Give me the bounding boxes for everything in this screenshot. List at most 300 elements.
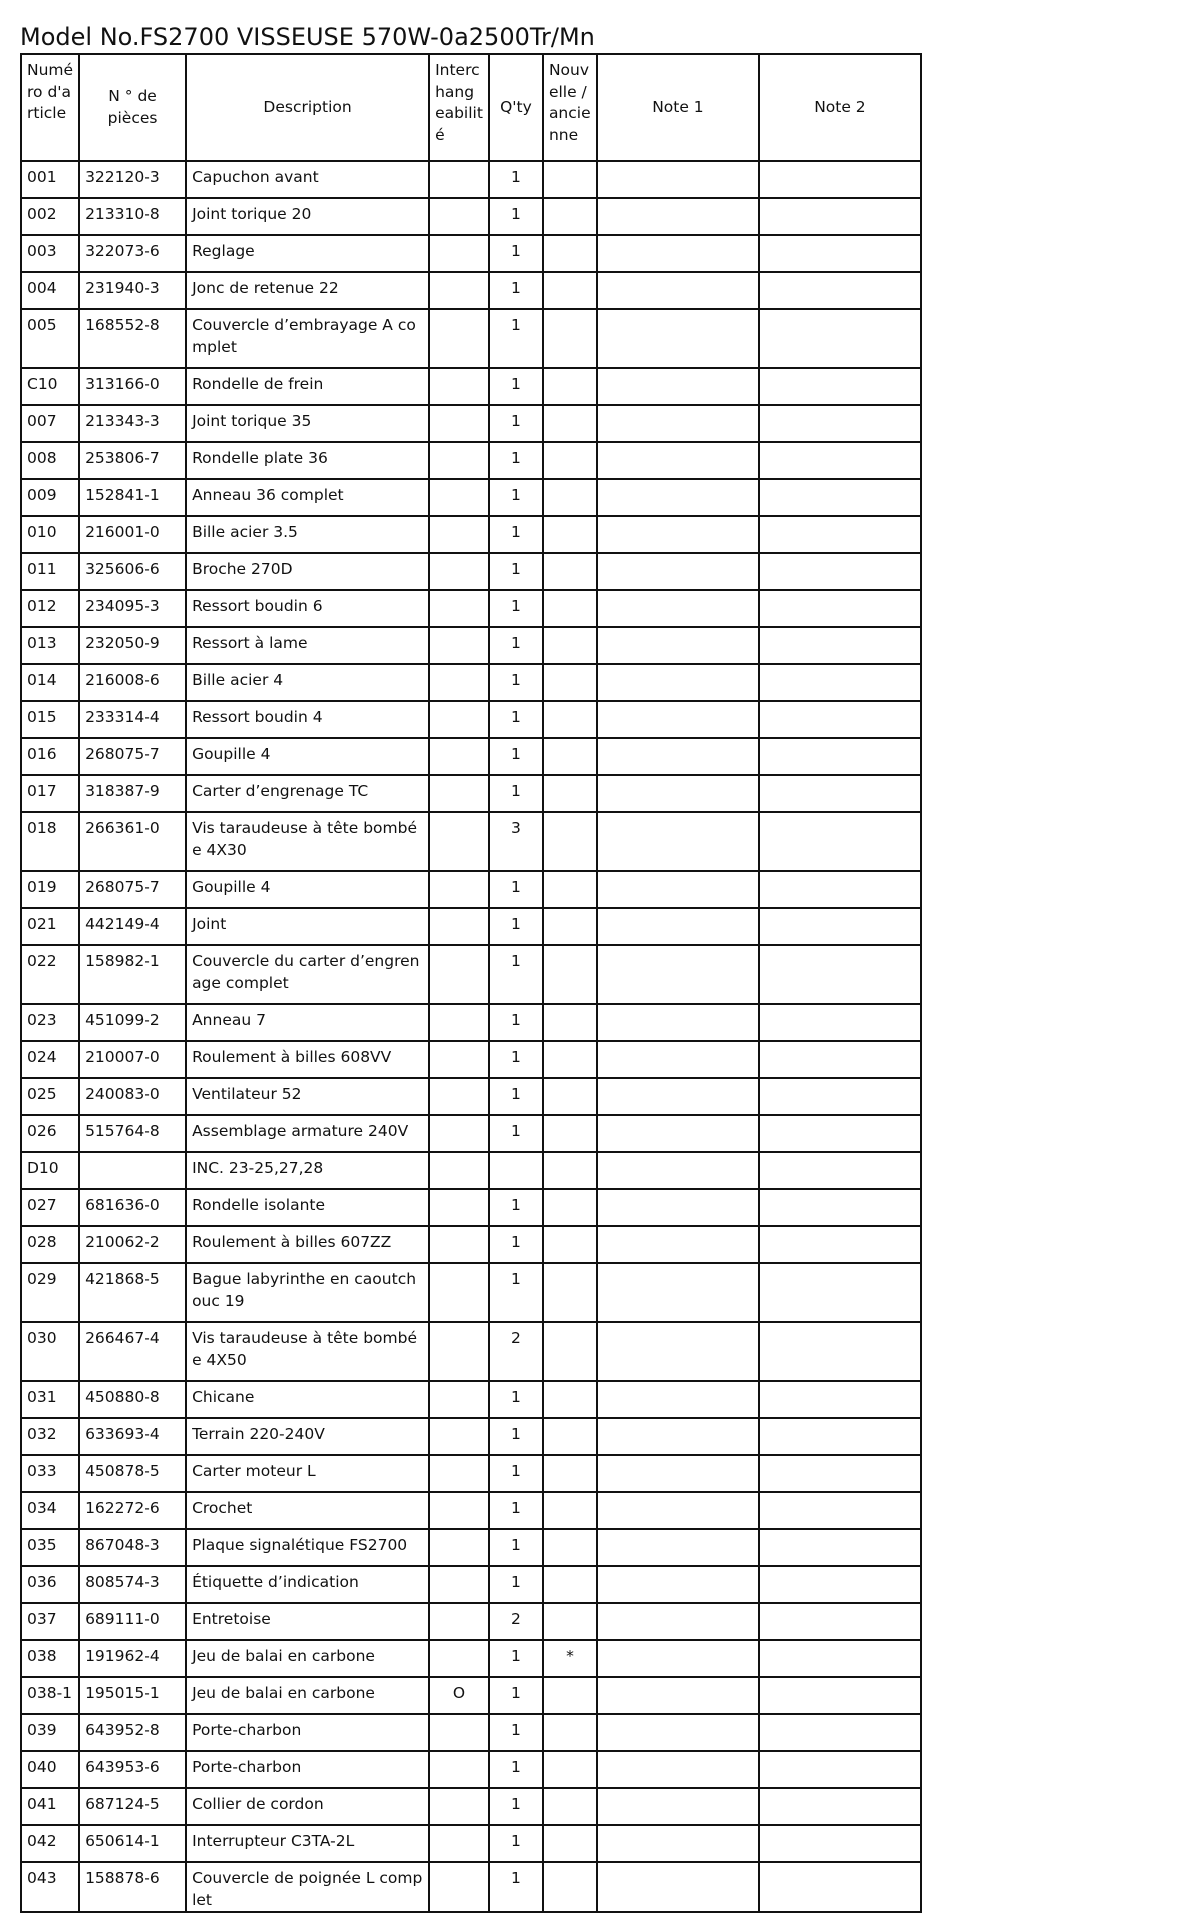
item-number-cell: 034 [21,1492,79,1529]
table-row [21,1825,921,1862]
interchangeability-cell [429,161,489,198]
quantity-cell: 1 [489,1041,543,1078]
part-number-cell: 325606-6 [79,553,186,590]
note-2-cell [759,738,921,775]
note-2-cell [759,516,921,553]
note-1-cell [597,442,759,479]
item-number-cell: 013 [21,627,79,664]
note-1-cell [597,1566,759,1603]
new-old-cell [543,405,597,442]
part-number-cell: 867048-3 [79,1529,186,1566]
part-number-cell: 451099-2 [79,1004,186,1041]
quantity-cell: 2 [489,1603,543,1640]
description-cell: Bague labyrinthe en caoutchouc 19 [186,1263,429,1322]
note-1-cell [597,1078,759,1115]
part-number-cell: 687124-5 [79,1788,186,1825]
interchangeability-cell [429,1825,489,1862]
quantity-cell: 1 [489,1004,543,1041]
interchangeability-cell [429,368,489,405]
note-1-cell [597,1862,759,1912]
description-cell: Entretoise [186,1603,429,1640]
table-row [21,235,921,272]
part-number-cell: 318387-9 [79,775,186,812]
new-old-cell [543,945,597,1004]
note-1-cell [597,235,759,272]
note-1-cell [597,1226,759,1263]
quantity-cell: 1 [489,1455,543,1492]
quantity-cell: 1 [489,701,543,738]
table-row [21,590,921,627]
part-number-cell: 266361-0 [79,812,186,871]
table-row [21,701,921,738]
item-number-cell: 040 [21,1751,79,1788]
table-row [21,664,921,701]
description-cell: Terrain 220-240V [186,1418,429,1455]
header-note-1: Note 1 [597,54,759,161]
part-number-cell [79,1152,186,1189]
note-2-cell [759,1455,921,1492]
note-2-cell [759,368,921,405]
part-number-cell: 266467-4 [79,1322,186,1381]
item-number-cell: 011 [21,553,79,590]
quantity-cell: 1 [489,272,543,309]
item-number-cell: C10 [21,368,79,405]
description-cell: Anneau 36 complet [186,479,429,516]
description-cell: Carter d’engrenage TC [186,775,429,812]
quantity-cell: 1 [489,309,543,368]
description-cell: Porte-charbon [186,1714,429,1751]
description-cell: Goupille 4 [186,871,429,908]
part-number-cell: 152841-1 [79,479,186,516]
quantity-cell: 1 [489,368,543,405]
interchangeability-cell [429,812,489,871]
table-row [21,368,921,405]
item-number-cell: 016 [21,738,79,775]
note-1-cell [597,1115,759,1152]
note-2-cell [759,1566,921,1603]
note-1-cell [597,590,759,627]
quantity-cell: 1 [489,516,543,553]
new-old-cell [543,1189,597,1226]
description-cell: Goupille 4 [186,738,429,775]
part-number-cell: 689111-0 [79,1603,186,1640]
note-2-cell [759,1189,921,1226]
item-number-cell: 032 [21,1418,79,1455]
note-2-cell [759,1862,921,1912]
table-row [21,1263,921,1322]
new-old-cell [543,1603,597,1640]
part-number-cell: 216001-0 [79,516,186,553]
table-row [21,553,921,590]
quantity-cell: 1 [489,198,543,235]
item-number-cell: 003 [21,235,79,272]
interchangeability-cell [429,553,489,590]
note-2-cell [759,871,921,908]
description-cell: Jeu de balai en carbone [186,1677,429,1714]
note-2-cell [759,1078,921,1115]
new-old-cell [543,1381,597,1418]
table-row [21,908,921,945]
table-row [21,1492,921,1529]
table-row [21,1226,921,1263]
quantity-cell: 1 [489,1492,543,1529]
interchangeability-cell [429,442,489,479]
table-row [21,1529,921,1566]
new-old-cell [543,479,597,516]
description-cell: Crochet [186,1492,429,1529]
item-number-cell: 031 [21,1381,79,1418]
note-1-cell [597,1322,759,1381]
note-1-cell [597,1189,759,1226]
new-old-cell [543,1862,597,1912]
note-1-cell [597,1152,759,1189]
note-1-cell [597,1455,759,1492]
item-number-cell: 008 [21,442,79,479]
item-number-cell: 033 [21,1455,79,1492]
quantity-cell: 1 [489,1714,543,1751]
new-old-cell [543,812,597,871]
quantity-cell: 1 [489,1862,543,1912]
table-row [21,442,921,479]
table-row [21,1322,921,1381]
part-number-cell: 322120-3 [79,161,186,198]
interchangeability-cell [429,479,489,516]
table-row [21,1640,921,1677]
part-number-cell: 268075-7 [79,738,186,775]
description-cell: Joint torique 20 [186,198,429,235]
new-old-cell [543,1529,597,1566]
document-title: Model No.FS2700 VISSEUSE 570W-0a2500Tr/Mn [20,23,595,51]
description-cell: Étiquette d’indication [186,1566,429,1603]
new-old-cell [543,627,597,664]
note-1-cell [597,1529,759,1566]
new-old-cell [543,1041,597,1078]
interchangeability-cell [429,1041,489,1078]
part-number-cell: 168552-8 [79,309,186,368]
new-old-cell [543,1566,597,1603]
item-number-cell: 009 [21,479,79,516]
part-number-cell: 213343-3 [79,405,186,442]
quantity-cell: 1 [489,1825,543,1862]
item-number-cell: 005 [21,309,79,368]
header-note-2: Note 2 [759,54,921,161]
interchangeability-cell [429,272,489,309]
part-number-cell: 268075-7 [79,871,186,908]
part-number-cell: 322073-6 [79,235,186,272]
interchangeability-cell [429,701,489,738]
quantity-cell: 1 [489,738,543,775]
quantity-cell: 1 [489,1529,543,1566]
part-number-cell: 681636-0 [79,1189,186,1226]
item-number-cell: 025 [21,1078,79,1115]
part-number-cell: 515764-8 [79,1115,186,1152]
description-cell: Anneau 7 [186,1004,429,1041]
note-2-cell [759,1640,921,1677]
item-number-cell: 022 [21,945,79,1004]
item-number-cell: 036 [21,1566,79,1603]
part-number-cell: 216008-6 [79,664,186,701]
quantity-cell: 1 [489,1381,543,1418]
header-quantity: Q'ty [489,54,543,161]
quantity-cell: 1 [489,590,543,627]
interchangeability-cell [429,1418,489,1455]
table-row [21,1714,921,1751]
table-row [21,738,921,775]
note-1-cell [597,1714,759,1751]
item-number-cell: 043 [21,1862,79,1912]
quantity-cell: 3 [489,812,543,871]
header-part-number: N ° de pièces [79,54,186,161]
new-old-cell [543,1263,597,1322]
note-1-cell [597,161,759,198]
note-1-cell [597,1004,759,1041]
quantity-cell: 2 [489,1322,543,1381]
note-2-cell [759,1041,921,1078]
quantity-cell: 1 [489,479,543,516]
note-2-cell [759,1603,921,1640]
parts-table [20,53,922,1913]
item-number-cell: 029 [21,1263,79,1322]
new-old-cell [543,161,597,198]
interchangeability-cell [429,627,489,664]
note-2-cell [759,664,921,701]
new-old-cell [543,1152,597,1189]
part-number-cell: 253806-7 [79,442,186,479]
description-cell: Rondelle isolante [186,1189,429,1226]
item-number-cell: 001 [21,161,79,198]
new-old-cell [543,1825,597,1862]
interchangeability-cell [429,908,489,945]
new-old-cell [543,1115,597,1152]
item-number-cell: 018 [21,812,79,871]
description-cell: Bille acier 4 [186,664,429,701]
description-cell: Vis taraudeuse à tête bombée 4X30 [186,812,429,871]
interchangeability-cell [429,871,489,908]
item-number-cell: 021 [21,908,79,945]
description-cell: Jeu de balai en carbone [186,1640,429,1677]
quantity-cell: 1 [489,1263,543,1322]
interchangeability-cell [429,1862,489,1912]
description-cell: Ressort à lame [186,627,429,664]
interchangeability-cell [429,516,489,553]
item-number-cell: 007 [21,405,79,442]
description-cell: Reglage [186,235,429,272]
quantity-cell: 1 [489,161,543,198]
table-row [21,1566,921,1603]
note-2-cell [759,1381,921,1418]
table-row [21,1751,921,1788]
item-number-cell: 010 [21,516,79,553]
interchangeability-cell [429,664,489,701]
note-1-cell [597,701,759,738]
interchangeability-cell [429,1714,489,1751]
note-2-cell [759,1152,921,1189]
part-number-cell: 213310-8 [79,198,186,235]
item-number-cell: 037 [21,1603,79,1640]
note-1-cell [597,198,759,235]
header-interchangeability: Interc hang eabilit é [429,54,489,161]
new-old-cell [543,1455,597,1492]
quantity-cell: 1 [489,775,543,812]
interchangeability-cell [429,1788,489,1825]
note-2-cell [759,1322,921,1381]
new-old-cell [543,701,597,738]
note-2-cell [759,198,921,235]
part-number-cell: 313166-0 [79,368,186,405]
description-cell: Chicane [186,1381,429,1418]
interchangeability-cell [429,1115,489,1152]
note-1-cell [597,908,759,945]
item-number-cell: 026 [21,1115,79,1152]
part-number-cell: 234095-3 [79,590,186,627]
description-cell: Interrupteur C3TA-2L [186,1825,429,1862]
item-number-cell: D10 [21,1152,79,1189]
new-old-cell [543,235,597,272]
description-cell: Couvercle du carter d’engrenage complet [186,945,429,1004]
interchangeability-cell [429,1322,489,1381]
part-number-cell: 232050-9 [79,627,186,664]
new-old-cell [543,1492,597,1529]
new-old-cell [543,1322,597,1381]
item-number-cell: 042 [21,1825,79,1862]
note-2-cell [759,161,921,198]
new-old-cell [543,553,597,590]
item-number-cell: 030 [21,1322,79,1381]
quantity-cell: 1 [489,1226,543,1263]
new-old-cell [543,516,597,553]
note-1-cell [597,738,759,775]
interchangeability-cell [429,1381,489,1418]
note-2-cell [759,590,921,627]
part-number-cell: 808574-3 [79,1566,186,1603]
note-2-cell [759,1788,921,1825]
note-1-cell [597,1041,759,1078]
description-cell: Porte-charbon [186,1751,429,1788]
description-cell: Rondelle de frein [186,368,429,405]
interchangeability-cell [429,1263,489,1322]
item-number-cell: 023 [21,1004,79,1041]
new-old-cell [543,1004,597,1041]
description-cell: Collier de cordon [186,1788,429,1825]
table-row [21,272,921,309]
interchangeability-cell: O [429,1677,489,1714]
description-cell: Ressort boudin 6 [186,590,429,627]
quantity-cell: 1 [489,1566,543,1603]
item-number-cell: 017 [21,775,79,812]
quantity-cell: 1 [489,1418,543,1455]
table-row [21,1189,921,1226]
interchangeability-cell [429,738,489,775]
note-2-cell [759,908,921,945]
note-1-cell [597,553,759,590]
table-row [21,1078,921,1115]
new-old-cell [543,1226,597,1263]
header-item-number: Numé ro d'a rticle [21,54,79,161]
note-1-cell [597,1418,759,1455]
interchangeability-cell [429,1529,489,1566]
table-row [21,1603,921,1640]
note-1-cell [597,664,759,701]
interchangeability-cell [429,1152,489,1189]
table-row [21,1418,921,1455]
note-1-cell [597,405,759,442]
note-1-cell [597,479,759,516]
note-1-cell [597,1381,759,1418]
note-2-cell [759,1492,921,1529]
part-number-cell: 450880-8 [79,1381,186,1418]
table-row [21,1041,921,1078]
new-old-cell [543,1714,597,1751]
table-row [21,1455,921,1492]
new-old-cell [543,590,597,627]
quantity-cell: 1 [489,1078,543,1115]
new-old-cell [543,442,597,479]
description-cell: Vis taraudeuse à tête bombée 4X50 [186,1322,429,1381]
new-old-cell: * [543,1640,597,1677]
quantity-cell: 1 [489,1640,543,1677]
part-number-cell: 233314-4 [79,701,186,738]
new-old-cell [543,908,597,945]
part-number-cell: 162272-6 [79,1492,186,1529]
item-number-cell: 035 [21,1529,79,1566]
part-number-cell: 158982-1 [79,945,186,1004]
note-2-cell [759,1263,921,1322]
note-1-cell [597,1603,759,1640]
part-number-cell: 643953-6 [79,1751,186,1788]
part-number-cell: 158878-6 [79,1862,186,1912]
description-cell: INC. 23-25,27,28 [186,1152,429,1189]
part-number-cell: 442149-4 [79,908,186,945]
table-row [21,812,921,871]
note-1-cell [597,1788,759,1825]
item-number-cell: 024 [21,1041,79,1078]
note-2-cell [759,442,921,479]
note-2-cell [759,812,921,871]
note-2-cell [759,235,921,272]
description-cell: Plaque signalétique FS2700 [186,1529,429,1566]
description-cell: Couvercle de poignée L complet [186,1862,429,1912]
note-2-cell [759,1529,921,1566]
table-row [21,945,921,1004]
description-cell: Couvercle d’embrayage A complet [186,309,429,368]
header-new-old: Nouv elle / ancie nne [543,54,597,161]
note-1-cell [597,871,759,908]
quantity-cell: 1 [489,945,543,1004]
description-cell: Joint [186,908,429,945]
note-2-cell [759,272,921,309]
note-1-cell [597,516,759,553]
table-row [21,405,921,442]
interchangeability-cell [429,1189,489,1226]
item-number-cell: 015 [21,701,79,738]
quantity-cell: 1 [489,1115,543,1152]
new-old-cell [543,368,597,405]
note-1-cell [597,272,759,309]
new-old-cell [543,1418,597,1455]
table-row [21,1004,921,1041]
quantity-cell: 1 [489,627,543,664]
new-old-cell [543,1078,597,1115]
interchangeability-cell [429,1603,489,1640]
table-row [21,871,921,908]
quantity-cell: 1 [489,1788,543,1825]
quantity-cell: 1 [489,871,543,908]
new-old-cell [543,871,597,908]
table-row [21,1788,921,1825]
header-description: Description [186,54,429,161]
note-1-cell [597,627,759,664]
table-row [21,516,921,553]
